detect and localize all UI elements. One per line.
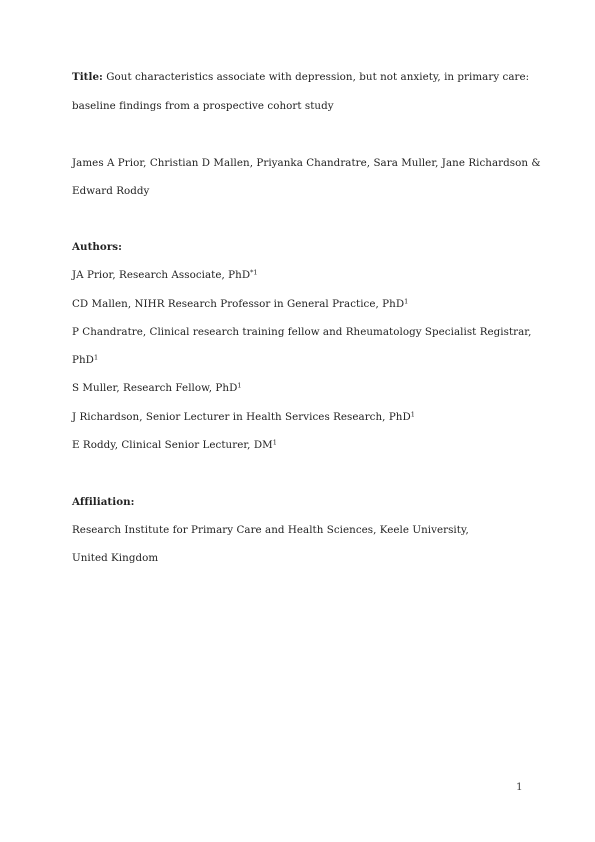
title-line-1 — [72, 70, 529, 84]
authors-heading: Authors: — [72, 241, 123, 253]
author-affiliation-marker: 1 — [237, 381, 242, 390]
author-line-6 — [72, 410, 415, 424]
author-text: E Roddy, Clinical Senior Lecturer, DM — [72, 439, 273, 451]
author-text: JA Prior, Research Associate, PhD — [72, 269, 251, 281]
page-number: 1 — [516, 781, 523, 793]
author-text: J Richardson, Senior Lecturer in Health Services Research, PhD — [72, 411, 411, 423]
author-affiliation-marker: 1 — [93, 353, 99, 362]
title-line-2: baseline findings from a prospective cohort study — [72, 100, 334, 112]
affiliation-line-2: United Kingdom — [72, 552, 159, 564]
title-label: Title: — [72, 71, 103, 83]
author-line-2 — [72, 297, 408, 311]
author-text: S Muller, Research Fellow, PhD — [72, 382, 238, 394]
author-text: PhD — [72, 354, 94, 366]
byline-line-2: Edward Roddy — [72, 185, 150, 197]
author-affiliation-marker: 1 — [410, 410, 415, 419]
affiliation-heading: Affiliation: — [72, 496, 135, 508]
author-line-1 — [72, 268, 258, 282]
author-affiliation-marker: *1 — [250, 268, 258, 277]
author-text: CD Mallen, NIHR Research Professor in General Practice, PhD — [72, 298, 405, 310]
author-affiliation-marker: 1 — [272, 438, 277, 447]
affiliation-line-1: Research Institute for Primary Care and Health Sciences, Keele University, — [72, 524, 469, 536]
author-text: P Chandratre, Clinical research training fellow and Rheumatology Specialist Registrar, — [72, 326, 532, 338]
author-affiliation-marker: 1 — [404, 297, 409, 306]
author-line-3 — [72, 325, 531, 339]
byline-line-1: James A Prior, Christian D Mallen, Priyanka Chandratre, Sara Muller, Jane Richardson & — [72, 157, 541, 169]
author-line-5 — [72, 381, 242, 395]
author-line-7 — [72, 438, 277, 452]
author-line-4 — [72, 353, 98, 367]
title-text-1: Gout characteristics associate with depression, but not anxiety, in primary care: — [106, 71, 530, 83]
